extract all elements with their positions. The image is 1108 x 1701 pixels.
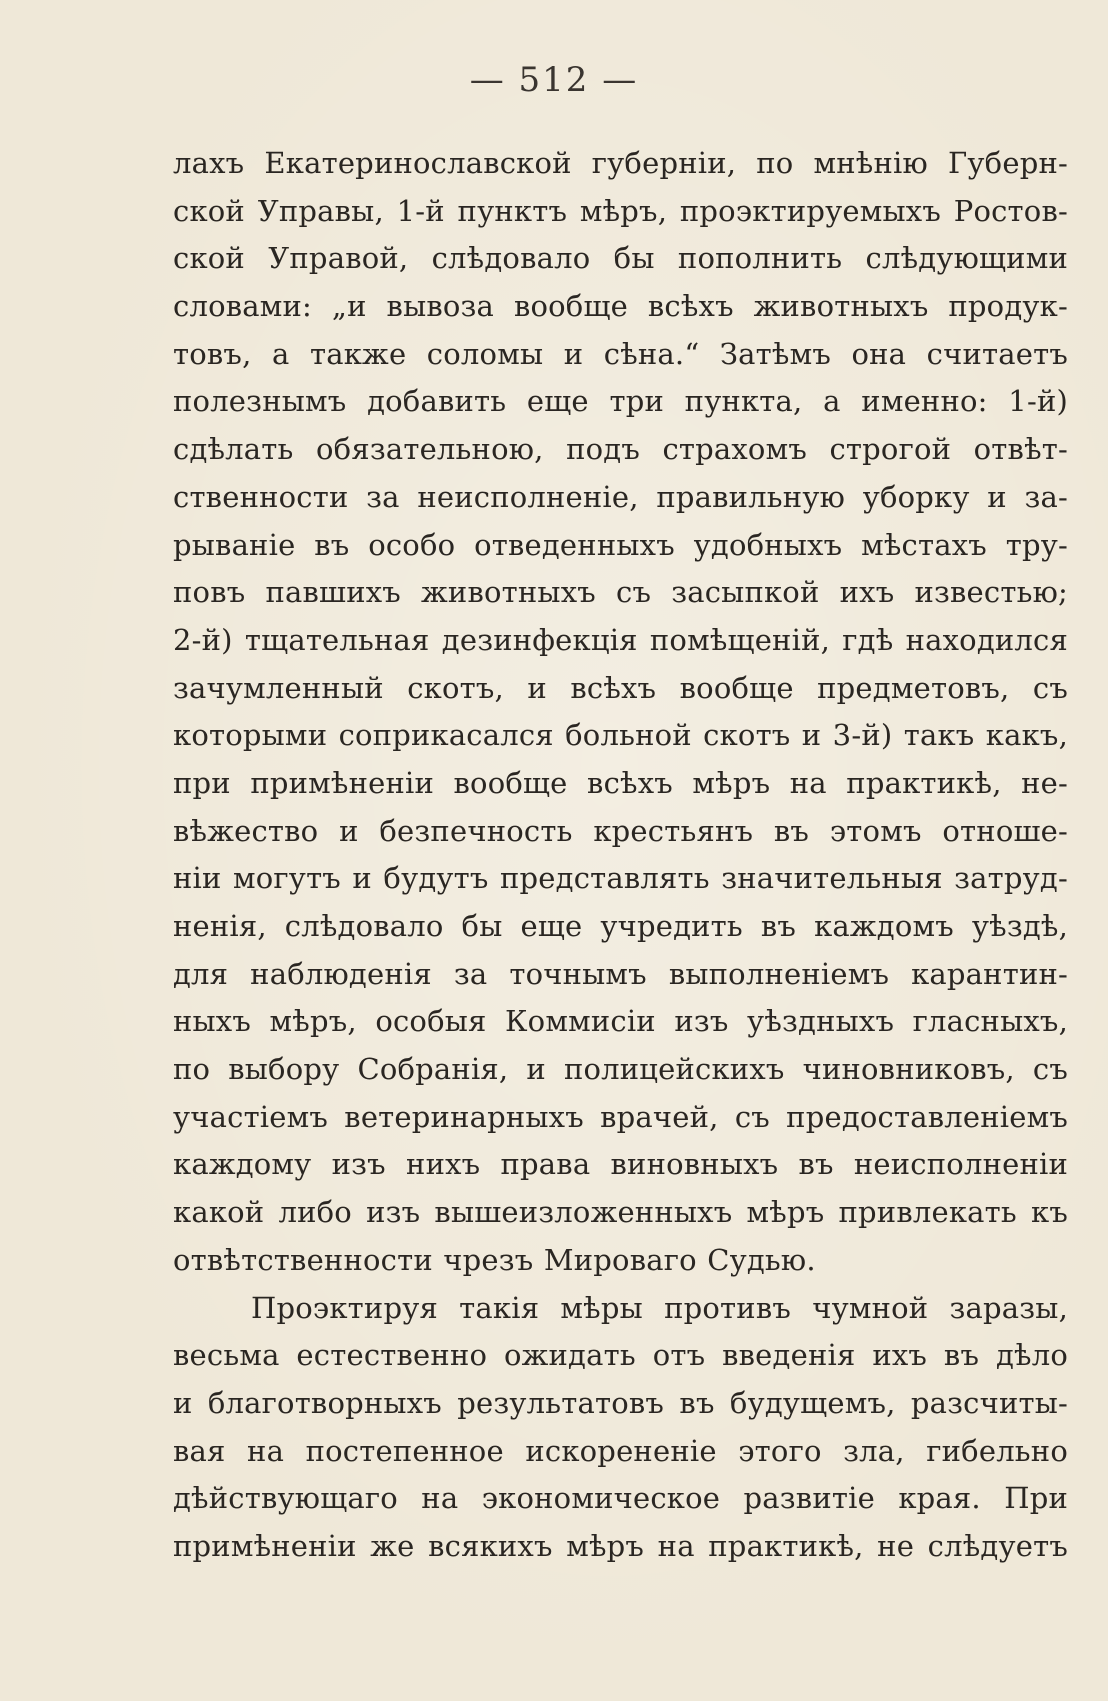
text-line: ніи могутъ и будутъ представлять значительныя затруд-: [173, 861, 1068, 896]
text-line: при примѣненіи вообще всѣхъ мѣръ на практикѣ, не-: [173, 765, 1068, 800]
text-line: вѣжество и безпечность крестьянъ въ этомъ отноше-: [173, 813, 1068, 848]
text-line: лахъ Екатеринославской губерніи, по мнѣнію Губерн-: [173, 146, 1068, 180]
text-line: дѣйствующаго на экономическое развитіе края. При: [173, 1481, 1068, 1516]
text-line: ской Управой, слѣдовало бы пополнить слѣдующими: [173, 241, 1068, 276]
text-line: по выбору Собранія, и полицейскихъ чиновниковъ, съ: [173, 1052, 1068, 1087]
text-line: ныхъ мѣръ, особыя Коммисіи изъ уѣздныхъ гласныхъ,: [173, 1004, 1068, 1039]
text-line-paragraph-start: Проэктируя такія мѣры противъ чумной заразы,: [251, 1290, 1068, 1325]
text-line: 2-й) тщательная дезинфекція помѣщеній, гдѣ находился: [173, 622, 1068, 657]
body-text: [173, 140, 1068, 1571]
text-line-paragraph-end: отвѣтственности чрезъ Мироваго Судью.: [173, 1242, 816, 1277]
text-line: зачумленный скотъ, и всѣхъ вообще предметовъ, съ: [173, 670, 1068, 705]
text-line: какой либо изъ вышеизложенныхъ мѣръ привлекать къ: [173, 1195, 1068, 1230]
text-line: для наблюденія за точнымъ выполненіемъ карантин-: [173, 956, 1068, 991]
text-line: повъ павшихъ животныхъ съ засыпкой ихъ известью;: [173, 575, 1068, 610]
text-line: товъ, а также соломы и сѣна.“ Затѣмъ она считаетъ: [173, 336, 1068, 371]
text-line: ненія, слѣдовало бы еще учредить въ каждомъ уѣздѣ,: [173, 909, 1068, 943]
text-line: и благотворныхъ результатовъ въ будущемъ, разсчиты-: [173, 1385, 1068, 1420]
page-number: — 512 —: [469, 60, 639, 100]
text-line: весьма естественно ожидать отъ введенія ихъ въ дѣло: [173, 1338, 1068, 1373]
text-line: ской Управы, 1-й пунктъ мѣръ, проэктируемыхъ Ростов-: [173, 193, 1068, 228]
text-line: словами: „и вывоза вообще всѣхъ животныхъ продук-: [173, 289, 1068, 324]
text-line: участіемъ ветеринарныхъ врачей, съ предоставленіемъ: [173, 1099, 1068, 1134]
text-line: которыми соприкасался больной скотъ и 3-й) такъ какъ,: [173, 718, 1068, 753]
text-line: полезнымъ добавить еще три пункта, а именно: 1-й): [173, 384, 1068, 419]
text-line: каждому изъ нихъ права виновныхъ въ неисполненіи: [173, 1147, 1068, 1182]
text-line: вая на постепенное искорененіе этого зла, гибельно: [173, 1433, 1068, 1468]
text-line: рываніе въ особо отведенныхъ удобныхъ мѣстахъ тру-: [173, 527, 1068, 562]
text-line: примѣненіи же всякихъ мѣръ на практикѣ, не слѣдуетъ: [173, 1528, 1068, 1563]
text-line: сдѣлать обязательною, подъ страхомъ строгой отвѣт-: [173, 432, 1068, 467]
text-line: ственности за неисполненіе, правильную уборку и за-: [173, 479, 1068, 514]
